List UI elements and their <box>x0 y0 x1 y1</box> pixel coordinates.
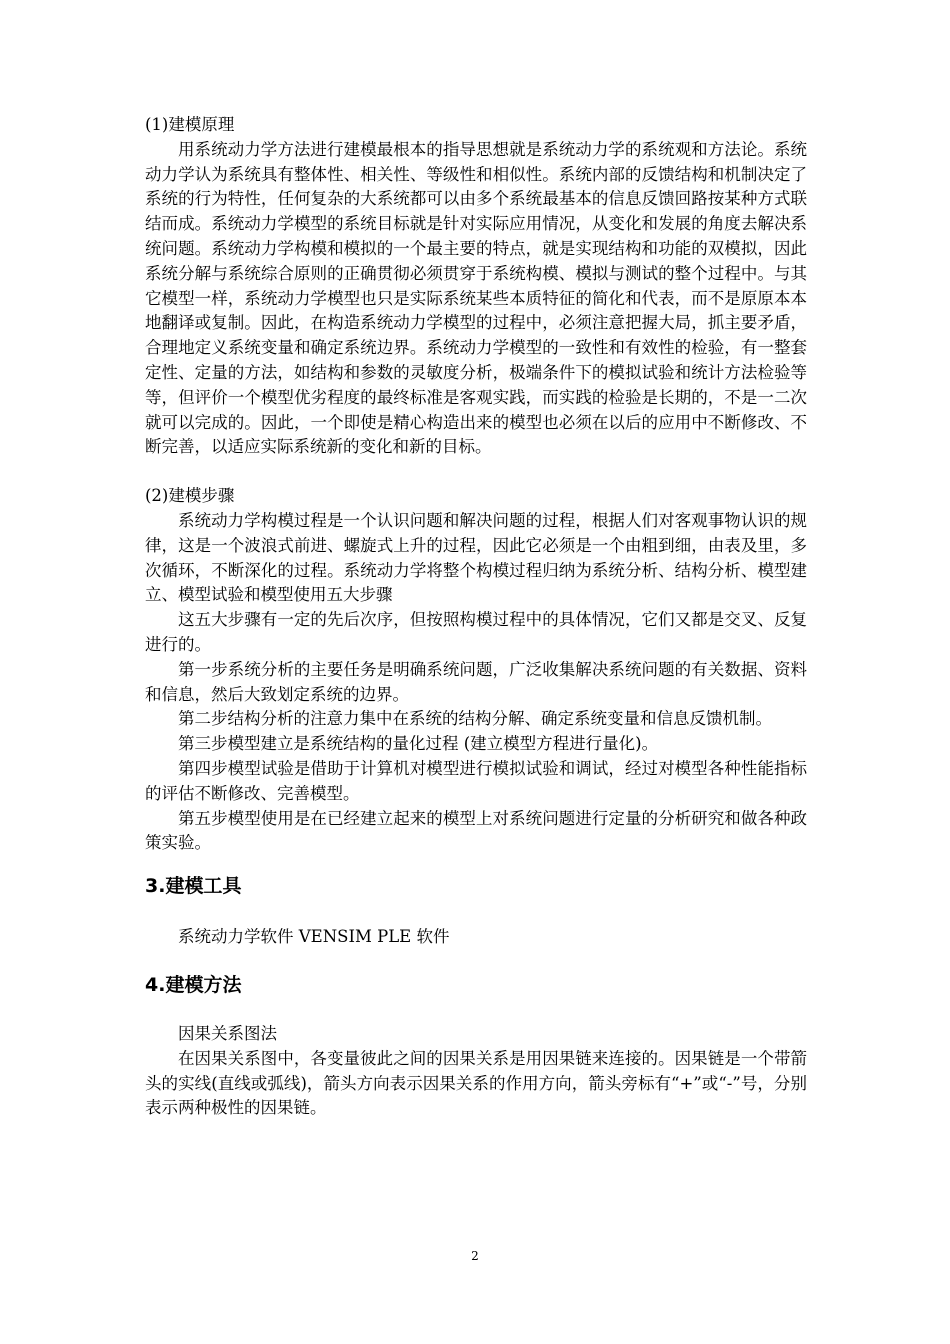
heading-modeling-tools: 3.建模工具 <box>145 875 242 898</box>
section-modeling-principle-title: (1)建模原理 <box>145 115 235 134</box>
modeling-tools-text: 系统动力学软件 VENSIM PLE 软件 <box>178 927 450 947</box>
section-modeling-principle-body: 用系统动力学方法进行建模最根本的指导思想就是系统动力学的系统观和方法论。系统动力学认为系统具有整体性、相关性、等级性和相似性。系统内部的反馈结构和机制决定了系统的行为特性，任何复杂的大系统都可以由多个系统最基本的信息反馈回路按某种方式联结而成。系统动力学模型的系统目标就是针对实际应用情况，从变化和发展的角度去解决系统问题。系统动力学构模和模拟的一个最主要的特点，就是实现结构和功能的双模拟，因此系统分解与系统综合原则的正确贯彻必须贯穿于系统构模、模拟与测试的整个过程中。与其它模型一样，系统动力学模型也只是实际系统某些本质特征的简化和代表，而不是原原本本地翻译或复制。因此，在构造系统动力学模型的过程中，必须注意把握大局，抓主要矛盾，合理地定义系统变量和确定系统边界。系统动力学模型的一致性和有效性的检验，有一整套定性、定量的方法，如结构和参数的灵敏度分析，极端条件下的模拟试验和统计方法检验等等，但评价一个模型优劣程度的最终标准是客观实践，而实践的检验是长期的，不是一二次就可以完成的。因此，一个即使是精心构造出来的模型也必须在以后的应用中不断修改、不断完善，以适应实际系统新的变化和新的目标。 <box>145 139 807 457</box>
steps-paragraph-step2: 第二步结构分析的注意力集中在系统的结构分解、确定系统变量和信息反馈机制。 <box>178 709 772 729</box>
page-number: 2 <box>471 1249 479 1263</box>
steps-paragraph-overview: 系统动力学构模过程是一个认识问题和解决问题的过程，根据人们对客观事物认识的规律，这是一个波浪式前进、螺旋式上升的过程，因此它必须是一个由粗到细，由表及里，多次循环，不断深化的过程。系统动力学将整个构模过程归纳为系统分析、结构分析、模型建立、模型试验和模型使用五大步骤 <box>145 510 807 605</box>
heading-modeling-methods: 4.建模方法 <box>145 973 242 996</box>
steps-paragraph-step3: 第三步模型建立是系统结构的量化过程 (建立模型方程进行量化)。 <box>178 734 659 754</box>
causal-diagram-body: 在因果关系图中，各变量彼此之间的因果关系是用因果链来连接的。因果链是一个带箭头的实线(直线或弧线)，箭头方向表示因果关系的作用方向，箭头旁标有“+”或“-”号，分别表示两种极性的因果链。 <box>145 1048 807 1118</box>
steps-paragraph-step4: 第四步模型试验是借助于计算机对模型进行模拟试验和调试，经过对模型各种性能指标的评估不断修改、完善模型。 <box>145 758 807 803</box>
steps-paragraph-order: 这五大步骤有一定的先后次序，但按照构模过程中的具体情况，它们又都是交叉、反复进行的。 <box>145 610 807 654</box>
paragraph-gap <box>145 460 807 484</box>
steps-paragraph-step5: 第五步模型使用是在已经建立起来的模型上对系统问题进行定量的分析研究和做各种政策实验。 <box>145 808 807 853</box>
page-content <box>145 113 807 1121</box>
causal-diagram-subtitle: 因果关系图法 <box>178 1023 277 1043</box>
section-modeling-steps-title: (2)建模步骤 <box>145 486 235 506</box>
steps-paragraph-step1: 第一步系统分析的主要任务是明确系统问题，广泛收集解决系统问题的有关数据、资料和信息，然后大致划定系统的边界。 <box>145 659 807 704</box>
